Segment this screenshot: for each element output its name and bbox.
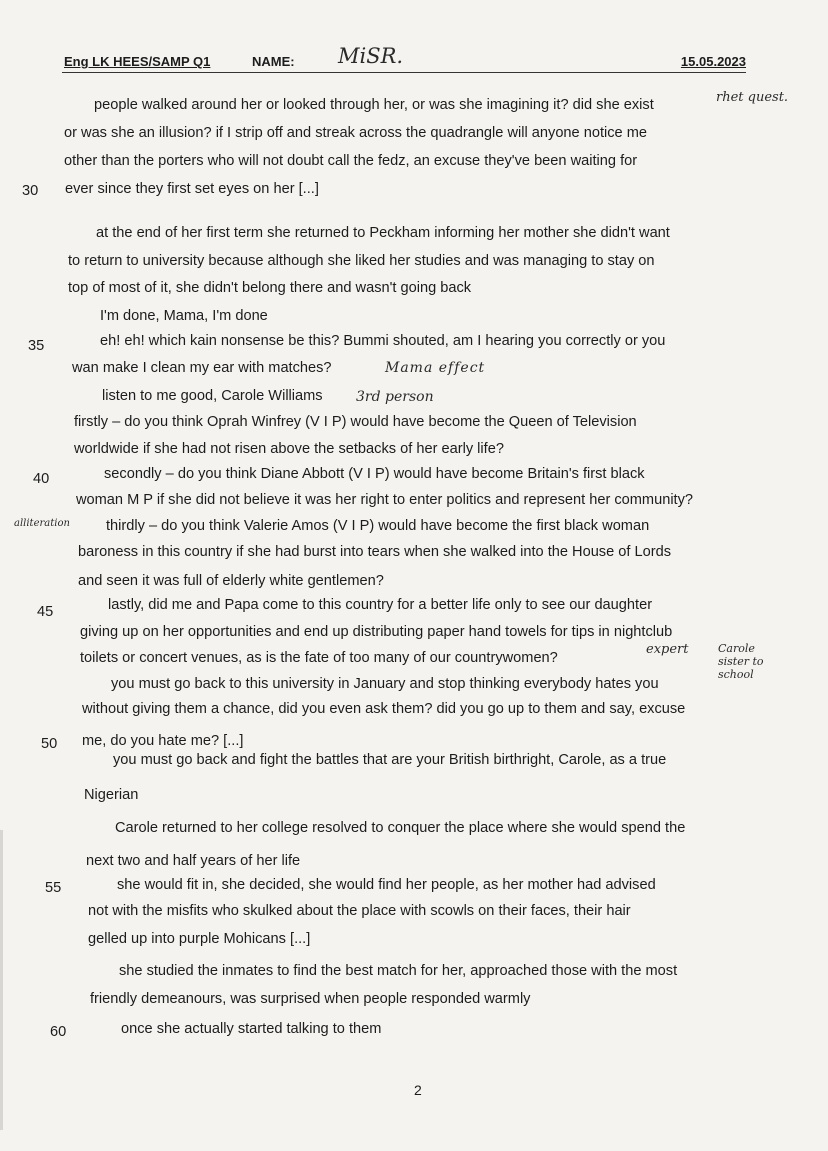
annotation-rhet-quest: rhet quest. [716,90,789,105]
name-label: NAME: [252,54,295,69]
text-line: listen to me good, Carole Williams [102,388,323,404]
text-line: at the end of her first term she returned to Peckham informing her mother she didn't want [96,225,670,241]
text-line: gelled up into purple Mohicans [...] [88,931,311,947]
line-number-60: 60 [50,1024,67,1040]
course-code: Eng LK HEES/SAMP Q1 [64,54,211,69]
text-line: ever since they first set eyes on her [...] [65,181,319,197]
text-line: people walked around her or looked through her, or was she imagining it? did she exist [94,97,654,113]
text-line: eh! eh! which kain nonsense be this? Bummi shouted, am I hearing you correctly or you [100,333,666,349]
line-number-35: 35 [28,338,45,354]
text-line: wan make I clean my ear with matches? [72,360,332,376]
line-number-45: 45 [37,604,54,620]
student-name: MiSR. [338,44,404,68]
text-line: you must go back and fight the battles that are your British birthright, Carole, as a true [113,752,667,768]
text-line: me, do you hate me? [...] [82,733,244,749]
line-number-40: 40 [33,471,50,487]
text-line: woman M P if she did not believe it was her right to enter politics and represent her community? [76,492,694,508]
text-line: she would fit in, she decided, she would find her people, as her mother had advised [117,877,656,893]
text-line: Carole returned to her college resolved to conquer the place where she would spend the [115,820,686,836]
page-edge-shadow [0,830,3,1130]
text-line: secondly – do you think Diane Abbott (V I P) would have become Britain's first black [104,466,645,482]
annotation-expert: expert [646,642,689,657]
text-line: to return to university because although she liked her studies and was managing to stay on [68,253,655,269]
text-line: firstly – do you think Oprah Winfrey (V I P) would have become the Queen of Television [74,414,637,430]
text-line: Nigerian [84,787,139,803]
text-line: and seen it was full of elderly white gentlemen? [78,573,384,589]
text-line: thirdly – do you think Valerie Amos (V I P) would have become the first black woman [106,518,650,534]
annotation-mama-effect: Mama effect [385,360,486,376]
text-line: top of most of it, she didn't belong there and wasn't going back [68,280,472,296]
text-line: not with the misfits who skulked about the place with scowls on their faces, their hair [88,903,631,919]
text-line: toilets or concert venues, as is the fate of too many of our countrywomen? [80,650,558,666]
text-line: lastly, did me and Papa come to this country for a better life only to see our daughter [108,597,653,613]
exam-date: 15.05.2023 [680,54,746,69]
text-line: baroness in this country if she had burst into tears when she walked into the House of Lords [78,544,672,560]
page-header [62,44,746,74]
annotation-third-person: 3rd person [356,389,434,405]
text-line: without giving them a chance, did you even ask them? did you go up to them and say, excuse [82,701,686,717]
line-number-30: 30 [22,183,39,199]
text-line: once she actually started talking to them [121,1021,382,1037]
text-line: other than the porters who will not doubt call the fedz, an excuse they've been waiting for [64,153,638,169]
text-line: friendly demeanours, was surprised when people responded warmly [90,991,531,1007]
text-line: I'm done, Mama, I'm done [100,308,268,324]
text-line: giving up on her opportunities and end up distributing paper hand towels for tips in nightclub [80,624,673,640]
line-number-55: 55 [45,880,62,896]
annotation-alliteration: alliteration [14,518,70,529]
text-line: or was she an illusion? if I strip off and streak across the quadrangle will anyone notice me [64,125,647,141]
page-number: 2 [414,1082,422,1098]
text-line: she studied the inmates to find the best match for her, approached those with the most [119,963,678,979]
annotation-carole-sister: Carole sister to school [718,642,764,681]
header-rule [62,72,746,73]
line-number-50: 50 [41,736,58,752]
text-line: worldwide if she had not risen above the setbacks of her early life? [74,441,504,457]
text-line: next two and half years of her life [86,853,301,869]
text-line: you must go back to this university in January and stop thinking everybody hates you [111,676,659,692]
